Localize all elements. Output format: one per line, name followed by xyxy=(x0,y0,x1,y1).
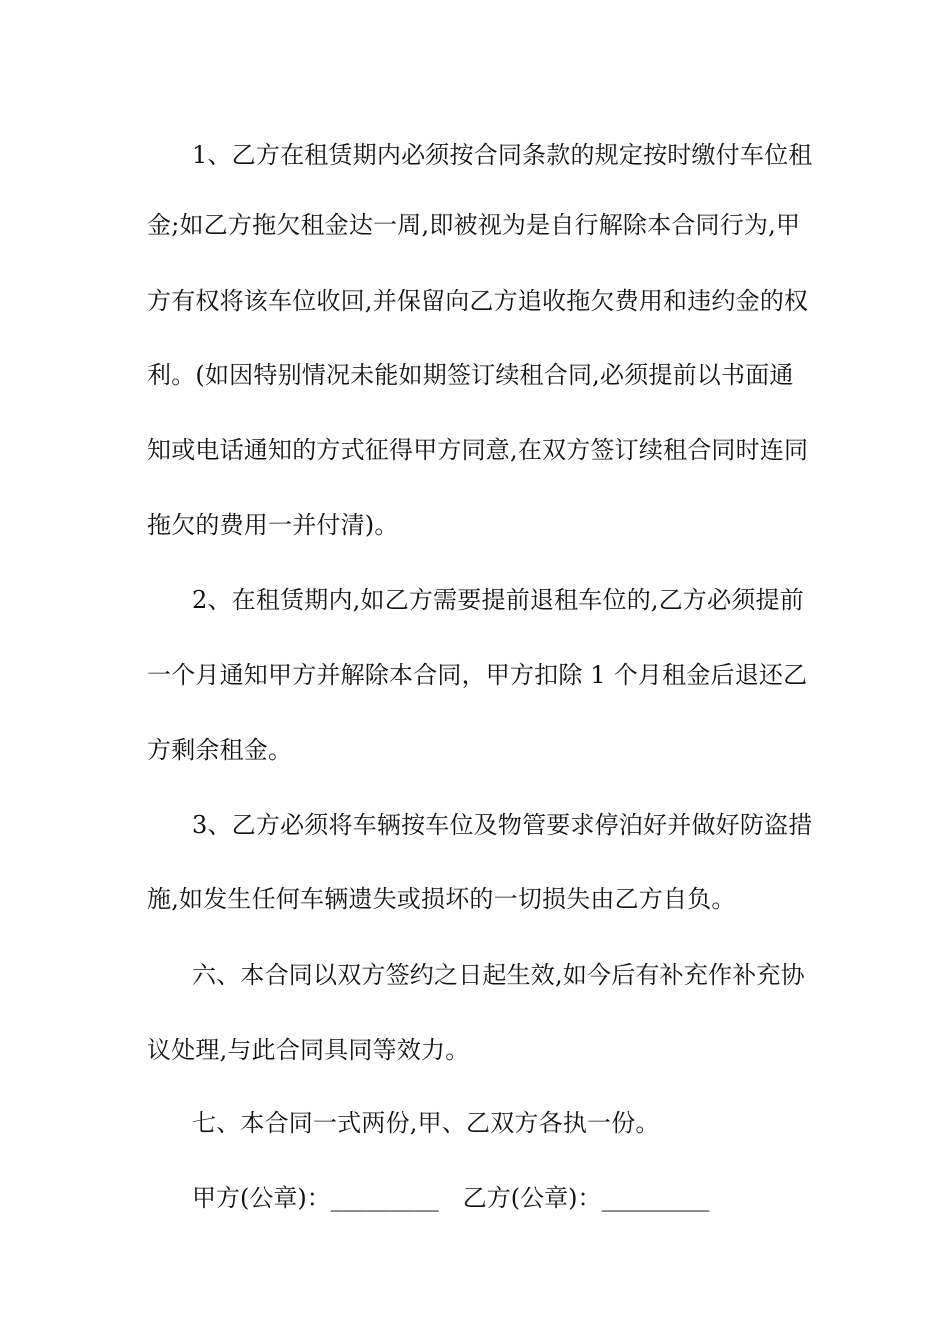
clause-1-line-2: 金;如乙方拖欠租金达一周,即被视为是自行解除本合同行为,甲 xyxy=(147,211,801,239)
signature-row xyxy=(192,1183,709,1213)
clause-6-line-2: 议处理,与此合同具同等效力。 xyxy=(147,1036,470,1064)
clause-3-line-1: 3、乙方必须将车辆按车位及物管要求停泊好并做好防盗措 xyxy=(192,811,813,839)
clause-1-line-4: 利。(如因特别情况未能如期签订续租合同,必须提前以书面通 xyxy=(147,361,794,389)
clause-2-line-2: 一个月通知甲方并解除本合同，甲方扣除 1 个月租金后退还乙 xyxy=(147,661,808,689)
party-a-signature: 甲方(公章)：_________ xyxy=(192,1184,439,1212)
clause-1-line-6: 拖欠的费用一并付清)。 xyxy=(147,511,399,539)
clause-3-line-2: 施,如发生任何车辆遗失或损坏的一切损失由乙方自负。 xyxy=(147,885,736,913)
clause-7-line-1: 七、本合同一式两份,甲、乙双方各执一份。 xyxy=(192,1109,660,1137)
clause-2-line-3: 方剩余租金。 xyxy=(147,736,293,764)
clause-6-line-1: 六、本合同以双方签约之日起生效,如今后有补充作补充协 xyxy=(192,961,805,989)
clause-2-line-1: 2、在租赁期内,如乙方需要提前退租车位的,乙方必须提前 xyxy=(192,586,804,614)
clause-1-line-1: 1、乙方在租赁期内必须按合同条款的规定按时缴付车位租 xyxy=(192,141,813,169)
clause-1-line-5: 知或电话通知的方式征得甲方同意,在双方签订续租合同时连同 xyxy=(147,436,809,464)
party-b-signature: 乙方(公章)：_________ xyxy=(462,1184,710,1212)
clause-1-line-3: 方有权将该车位收回,并保留向乙方追收拖欠费用和违约金的权 xyxy=(147,287,809,315)
